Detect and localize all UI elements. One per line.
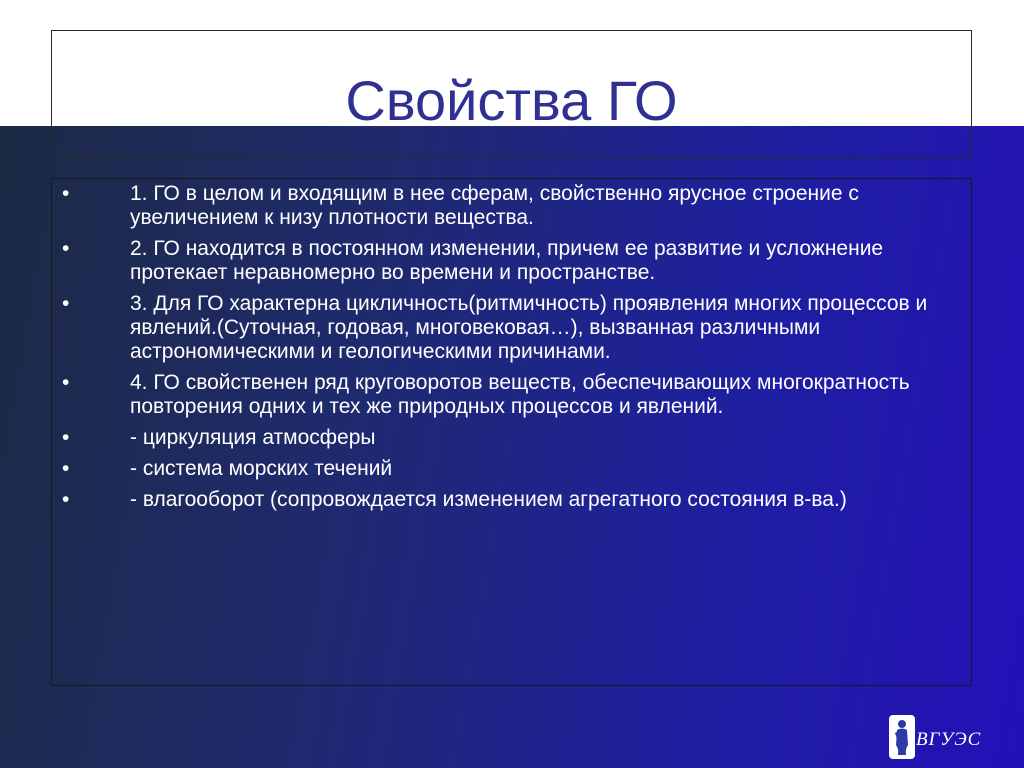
list-item-text: 3. Для ГО характерна цикличность(ритмичность) проявления многих процессов и явлений.(Суточная, годовая, многовековая…), вызванная различными астрономическими и геологическими причинами. [130,292,928,363]
list-item [52,182,971,230]
list-item [52,371,971,419]
list-item [52,237,971,285]
bullet-icon: • [62,237,70,260]
list-item-text: - влагооборот (сопровождается изменением агрегатного состояния в-ва.) [130,488,847,511]
statue-icon [889,715,915,759]
bullet-icon: • [62,371,70,394]
bullet-icon: • [62,292,70,315]
list-item [52,426,971,450]
bullet-icon: • [62,182,70,205]
list-item [52,488,971,512]
content-box [51,178,972,686]
list-item-text: - циркуляция атмосферы [130,426,376,449]
list-item-text: 1. ГО в целом и входящим в нее сферам, свойственно ярусное строение с увеличением к низу плотности вещества. [130,182,859,229]
list-item [52,292,971,364]
bullet-icon: • [62,426,70,449]
list-item-text: - система морских течений [130,457,393,480]
bullet-icon: • [62,457,70,480]
bullet-list [52,182,971,519]
list-item-text: 4. ГО свойственен ряд круговоротов веществ, обеспечивающих многократность повторения одних и тех же природных процессов и явлений. [130,371,910,418]
bullet-icon: • [62,488,70,511]
university-logo [886,712,996,762]
title-box [51,30,972,157]
slide-title: Свойства ГО [345,69,678,132]
list-item [52,457,971,481]
list-item-text: 2. ГО находится в постоянном изменении, причем ее развитие и усложнение протекает неравномерно во времени и пространстве. [130,237,884,284]
logo-text: ВГУЭС [916,729,982,750]
